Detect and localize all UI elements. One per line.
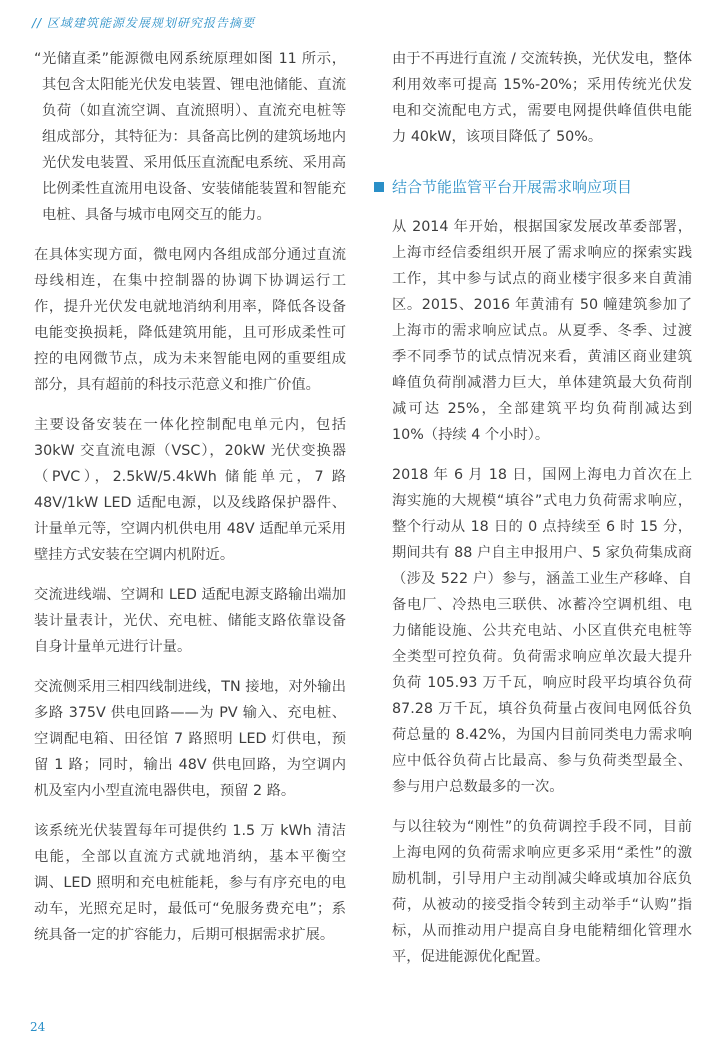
left-paragraph-4: 交流进线端、空调和 LED 适配电源支路输出端加装计量表计，光伏、充电桩、储能支路依靠设备自身计量单元进行计量。 — [34, 587, 346, 655]
section-heading-text: 结合节能监管平台开展需求响应项目 — [392, 178, 633, 196]
left-paragraph-5: 交流侧采用三相四线制进线，TN 接地，对外输出多路 375V 供电回路——为 PV 输入、充电桩、空调配电箱、田径馆 7 路照明 LED 灯供电，预留 1 路；同时，输出 48V 供电回路，为空调内机及室内小型直流电器供电，预留 2 路。 — [34, 679, 346, 799]
square-bullet-icon — [374, 182, 384, 192]
page-number: 24 — [30, 1020, 46, 1034]
right-paragraph-3: 与以往较为“刚性”的负荷调控手段不同，目前上海电网的负荷需求响应更多采用“柔性”的激励机制，引导用户主动削减尖峰或填加谷底负荷，从被动的接受指令转到主动举手“认购”指标，从而推动用户提高自身电能精细化管理水平，促进能源优化配置。 — [392, 819, 692, 965]
section-heading — [374, 174, 692, 200]
right-intro-paragraph: 由于不再进行直流 / 交流转换，光伏发电，整体利用效率可提高 15%-20%；采用传统光伏发电和交流配电方式，需要电网提供峰值供电能力 40kW，该项目降低了 50%。 — [392, 51, 692, 145]
left-paragraph-2: 在具体实现方面，微电网内各组成部分通过直流母线相连，在集中控制器的协调下协调运行工作，提升光伏发电就地消纳利用率，降低各设备电能变换损耗，降低建筑用能，且可形成柔性可控的电网微节点，成为未来智能电网的重要组成部分，具有超前的科技示范意义和推广价值。 — [34, 247, 346, 393]
running-header: // 区域建筑能源发展规划研究报告摘要 — [32, 16, 255, 30]
left-paragraph-1: “光储直柔”能源微电网系统原理如图 11 所示，其包含太阳能光伏发电装置、锂电池储能、直流负荷（如直流空调、直流照明）、直流充电桩等组成部分，其特征为：具备高比例的建筑场地内光伏发电装置、采用低压直流配电系统、采用高比例柔性直流用电设备、安装储能装置和智能充电桩、具备与城市电网交互的能力。 — [34, 51, 346, 223]
right-paragraph-2: 2018 年 6 月 18 日，国网上海电力首次在上海实施的大规模“填谷”式电力负荷需求响应，整个行动从 18 日的 0 点持续至 6 时 15 分，期间共有 88 户自主申报用户、5 家负荷集成商（涉及 522 户）参与，涵盖工业生产移峰、自备电厂、冷热电三联供、冰蓄冷空调机组、电力储能设施、公共充电站、小区直供充电桩等全类型可控负荷。负荷需求响应单次最大提升负荷 105.93 万千瓦，响应时段平均填谷负荷 87.28 万千瓦，填谷负荷量占夜间电网低谷负荷总量的 8.42%，为国内目前同类电力需求响应中低谷负荷占比最高、参与负荷类型最全、参与用户总数最多的一次。 — [392, 467, 692, 795]
right-paragraph-1: 从 2014 年开始，根据国家发展改革委部署，上海市经信委组织开展了需求响应的探索实践工作，其中参与试点的商业楼宇很多来自黄浦区。2015、2016 年黄浦有 50 幢建筑参加了上海市的需求响应试点。从夏季、冬季、过渡季不同季节的试点情况来看，黄浦区商业建筑峰值负荷削减潜力巨大，单体建筑最大负荷削减可达 25%，全部建筑平均负荷削减达到 10%（持续 4 个小时）。 — [392, 219, 692, 443]
left-paragraph-3: 主要设备安装在一体化控制配电单元内，包括 30kW 交直流电源（VSC），20kW 光伏变换器（PVC），2.5kW/5.4kWh 储能单元，7 路 48V/1kW LED 适配电源，以及线路保护器件、计量单元等，空调内机供电用 48V 适配单元采用壁挂方式安装在空调内机附近。 — [34, 417, 346, 563]
right-column — [392, 46, 692, 984]
left-column — [34, 46, 346, 962]
left-paragraph-6: 该系统光伏装置每年可提供约 1.5 万 kWh 清洁电能，全部以直流方式就地消纳，基本平衡空调、LED 照明和充电桩能耗，参与有序充电的电动车，光照充足时，最低可“免服务费充电”；系统具备一定的扩容能力，后期可根据需求扩展。 — [34, 823, 346, 943]
